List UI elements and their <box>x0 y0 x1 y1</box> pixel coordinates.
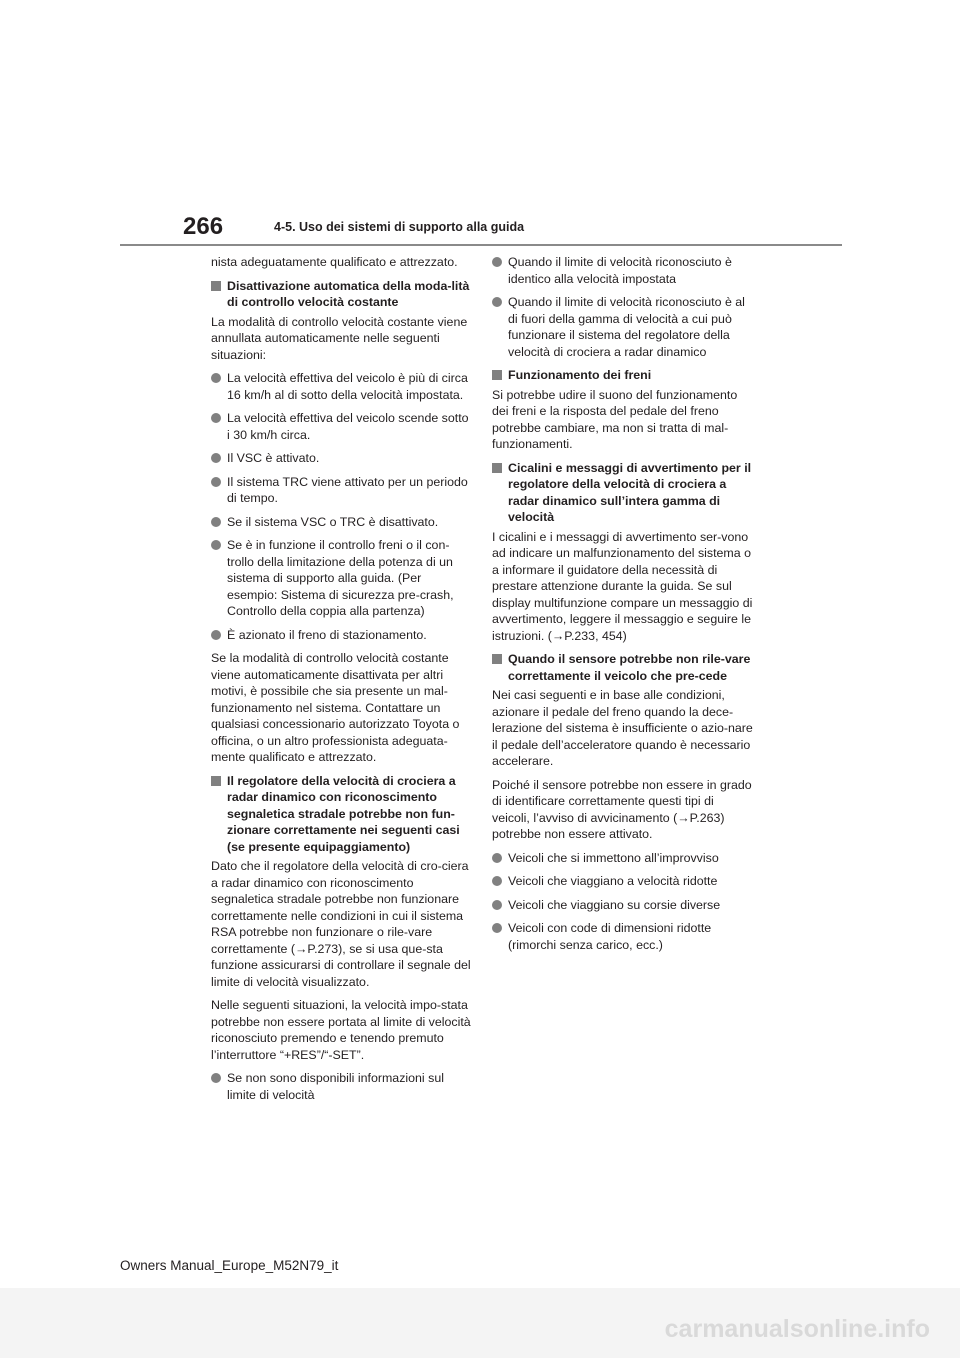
list-item: È azionato il freno di stazionamento. <box>211 627 473 644</box>
page-number: 266 <box>183 213 224 240</box>
header-divider <box>120 244 842 246</box>
list-item: Se non sono disponibili informazioni sul limite di velocità <box>211 1070 473 1103</box>
list-item: Quando il limite di velocità riconosciuto è al di fuori della gamma di velocità a cui può funzionare il sistema del regolatore della velocità di crociera a radar dinamico <box>492 294 754 360</box>
paragraph: Poiché il sensore potrebbe non essere in grado di identificare correttamente questi tipi di veicoli, l’avviso di avvicinamento (→P.263) potrebbe non essere attivato. <box>492 777 752 841</box>
paragraph: I cicalini e i messaggi di avvertimento ser-vono ad indicare un malfunzionamento del sistema o a informare il guidatore della necessità di prestare attenzione durante la guida. Se sul display multifunzione compare un messaggio di avvertimento, leggere il messaggio e seguire le istruzioni. (→P.233, 454) <box>492 529 753 643</box>
circle-bullet-icon <box>492 257 502 267</box>
watermark-band <box>0 1288 960 1358</box>
paragraph: Si potrebbe udire il suono del funzionamento dei freni e la risposta del pedale del freno potrebbe cambiare, ma non si tratta di mal-funzionamenti. <box>492 387 738 451</box>
subheading: Il regolatore della velocità di crociera a radar dinamico con riconoscimento segnaletica stradale potrebbe non fun-zionare correttamente nei seguenti casi (se presente equipaggiamento) <box>211 773 473 856</box>
list-item: Veicoli che viaggiano su corsie diverse <box>492 897 754 914</box>
paragraph: nista adeguatamente qualificato e attrezzato. <box>211 255 458 269</box>
circle-bullet-icon <box>211 1073 221 1083</box>
circle-bullet-icon <box>211 373 221 383</box>
square-bullet-icon <box>211 776 221 786</box>
circle-bullet-icon <box>492 900 502 910</box>
list-item: Veicoli che viaggiano a velocità ridotte <box>492 873 754 890</box>
circle-bullet-icon <box>211 540 221 550</box>
list-item: Quando il limite di velocità riconosciuto è identico alla velocità impostata <box>492 254 754 287</box>
section-title: 4-5. Uso dei sistemi di supporto alla guida <box>274 220 525 234</box>
list-item: Veicoli con code di dimensioni ridotte (rimorchi senza carico, ecc.) <box>492 920 754 953</box>
list-item: La velocità effettiva del veicolo è più di circa 16 km/h al di sotto della velocità impostata. <box>211 370 473 403</box>
paragraph: Se la modalità di controllo velocità costante viene automaticamente disattivata per altri motivi, è possibile che sia presente un mal-funzionamento nel sistema. Contattare un qualsiasi concessionario autorizzato Toyota o officina, o un altro professionista adeguata-mente qualificato e attrezzato. <box>211 651 460 764</box>
subheading: Disattivazione automatica della moda-lità di controllo velocità costante <box>211 278 473 311</box>
paragraph: Dato che il regolatore della velocità di cro-ciera a radar dinamico con riconoscimento segnaletica stradale potrebbe non funzionare correttamente nelle condizioni in cui il sistema RSA potrebbe non funzionare o rile-vare correttamente (→P.273), se si usa que-sta funzione assicurarsi di controllare il segnale del limite di velocità visualizzato. <box>211 859 471 989</box>
paragraph: La modalità di controllo velocità costante viene annullata automaticamente nelle seguenti situazioni: <box>211 314 468 362</box>
right-column <box>492 254 754 960</box>
list-item: Se è in funzione il controllo freni o il con-trollo della limitazione della potenza di un sistema di supporto alla guida. (Per esempio: Sistema di sicurezza pre-crash, Controllo della coppia alla partenza) <box>211 537 473 620</box>
circle-bullet-icon <box>211 517 221 527</box>
square-bullet-icon <box>492 370 502 380</box>
left-column <box>211 254 473 1110</box>
square-bullet-icon <box>492 654 502 664</box>
circle-bullet-icon <box>211 413 221 423</box>
circle-bullet-icon <box>492 876 502 886</box>
circle-bullet-icon <box>492 853 502 863</box>
paragraph: Nelle seguenti situazioni, la velocità impo-stata potrebbe non essere portata al limite di velocità riconosciuto premendo e tenendo premuto l’interruttore “+RES”/“-SET”. <box>211 998 471 1062</box>
circle-bullet-icon <box>211 477 221 487</box>
subheading: Funzionamento dei freni <box>492 367 754 384</box>
list-item: Se il sistema VSC o TRC è disattivato. <box>211 514 473 531</box>
circle-bullet-icon <box>211 630 221 640</box>
circle-bullet-icon <box>492 923 502 933</box>
footer-manual-id: Owners Manual_Europe_M52N79_it <box>120 1258 339 1273</box>
list-item: Veicoli che si immettono all’improvviso <box>492 850 754 867</box>
circle-bullet-icon <box>211 453 221 463</box>
paragraph: Nei casi seguenti e in base alle condizioni, azionare il pedale del freno quando la dece-lerazione del sistema è insufficiente o azio-nare il pedale dell’acceleratore quando è necessario accelerare. <box>492 688 753 768</box>
watermark-text: carmanualsonline.info <box>664 1315 930 1343</box>
subheading: Quando il sensore potrebbe non rile-vare correttamente il veicolo che pre-cede <box>492 651 754 684</box>
square-bullet-icon <box>211 281 221 291</box>
circle-bullet-icon <box>492 297 502 307</box>
list-item: La velocità effettiva del veicolo scende sotto i 30 km/h circa. <box>211 410 473 443</box>
list-item: Il sistema TRC viene attivato per un periodo di tempo. <box>211 474 473 507</box>
subheading: Cicalini e messaggi di avvertimento per il regolatore della velocità di crociera a radar dinamico sull’intera gamma di velocità <box>492 460 754 526</box>
square-bullet-icon <box>492 463 502 473</box>
list-item: Il VSC è attivato. <box>211 450 473 467</box>
